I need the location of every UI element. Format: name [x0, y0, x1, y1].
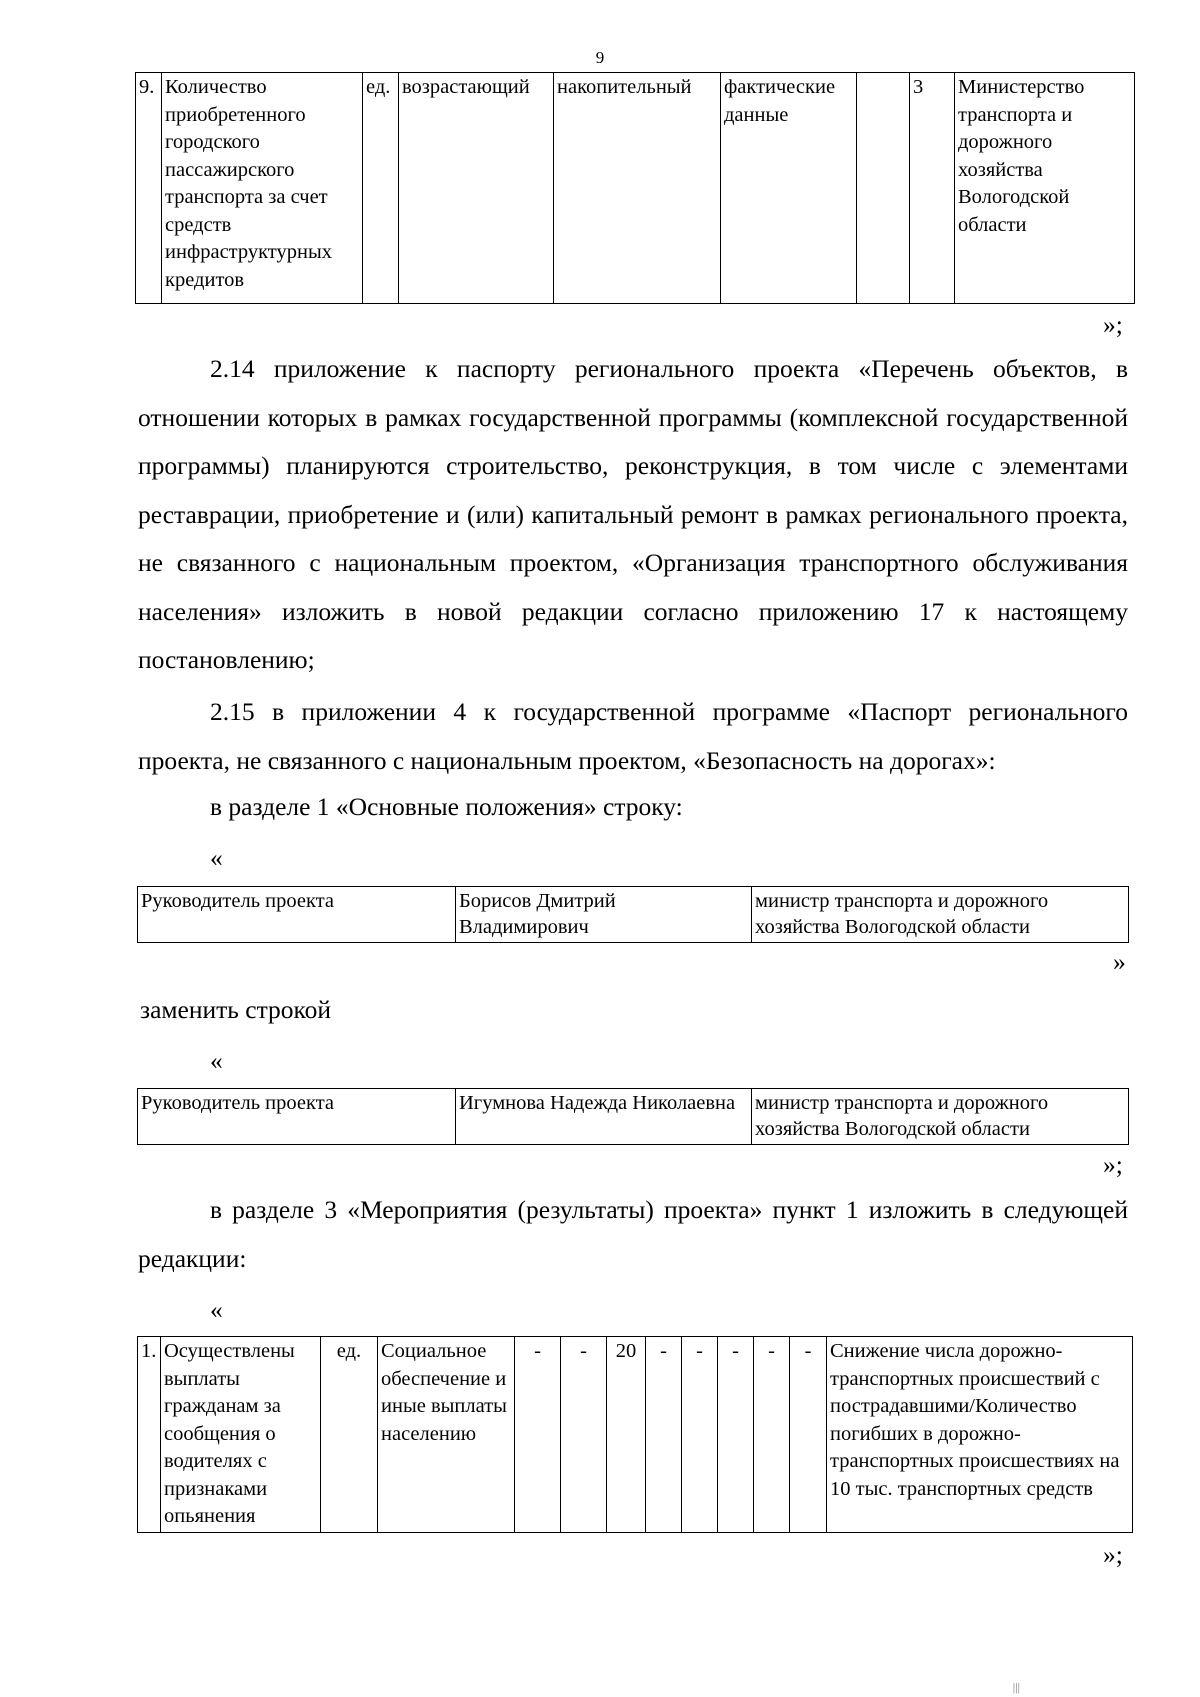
value-cell: - — [646, 1337, 682, 1533]
opening-quote: « — [210, 843, 223, 872]
indicator-table — [135, 72, 1135, 304]
unit: ед. — [321, 1337, 378, 1533]
table-row — [138, 887, 1129, 943]
data-source: фактические данные — [721, 73, 857, 304]
paragraph-text: в разделе 3 «Мероприятия (результаты) проекта» пункт 1 изложить в следующей редакции: — [138, 1195, 1128, 1273]
closing-quote: » — [1113, 947, 1126, 976]
person-cell: Игумнова Надежда Николаевна — [456, 1089, 752, 1145]
old-row-table — [137, 886, 1129, 943]
row-number: 1. — [138, 1337, 161, 1533]
table-row — [138, 1089, 1129, 1145]
value-cell: - — [682, 1337, 718, 1533]
opening-quote: « — [210, 1046, 223, 1075]
opening-quote: « — [210, 1295, 223, 1324]
scan-mark: ||| — [1012, 1680, 1020, 1694]
responsible-body: Министерство транспорта и дорожного хозяйства Вологодской области — [955, 73, 1135, 304]
value-cell: - — [561, 1337, 607, 1533]
paragraph-2-14 — [138, 345, 1128, 685]
paragraph-text: 2.15 в приложении 4 к государственной программе «Паспорт регионального проекта, не связанного с национальным проектом, «Безопасность на дорогах»: — [138, 697, 1128, 775]
person-cell: Борисов Дмитрий Владимирович — [456, 887, 752, 943]
value-cell: - — [515, 1337, 561, 1533]
section-3-paragraph — [138, 1186, 1128, 1283]
page-number: 9 — [595, 48, 605, 67]
paragraph-text: 2.14 приложение к паспорту регионального проекта «Перечень объектов, в отношении которых в рамках государственной программы (комплексной государственной программы) планируются строительство, реконструкция, в том числе с элементами реставрации, приобретение и (или) капитальный ремонт в рамках регионального проекта, не связанного с национальным проектом, «Организация транспортного обслуживания населения» изложить в новой редакции согласно приложению 17 к настоящему постановлению; — [138, 354, 1128, 674]
measure-type: Социальное обеспечение и иные выплаты населению — [378, 1337, 515, 1533]
position-cell: министр транспорта и дорожного хозяйства Вологодской области — [752, 1089, 1129, 1145]
table-row — [138, 1337, 1133, 1533]
trend-type: возрастающий — [399, 73, 554, 304]
role-cell: Руководитель проекта — [138, 887, 456, 943]
value-cell: - — [754, 1337, 790, 1533]
measures-table — [137, 1336, 1133, 1533]
position-cell: министр транспорта и дорожного хозяйства Вологодской области — [752, 887, 1129, 943]
value-cell: - — [790, 1337, 827, 1533]
closing-quote: »; — [1103, 1540, 1123, 1569]
linked-indicator: Снижение числа дорожно-транспортных происшествий с пострадавшими/Количество погибших в дорожно-транспортных происшествиях на 10 тыс. транспортных средств — [827, 1337, 1133, 1533]
row-number: 9. — [136, 73, 162, 304]
value-cell: 20 — [607, 1337, 646, 1533]
replace-line: заменить строкой — [140, 995, 332, 1024]
indicator-name: Количество приобретенного городского пассажирского транспорта за счет средств инфраструктурных кредитов — [162, 73, 363, 304]
value-cell: 3 — [910, 73, 955, 304]
new-row-table — [137, 1088, 1129, 1145]
value-cell: - — [718, 1337, 754, 1533]
table-row — [136, 73, 1135, 304]
section-1-line: в разделе 1 «Основные положения» строку: — [210, 792, 683, 821]
paragraph-2-15 — [138, 688, 1128, 785]
closing-quote: »; — [1103, 1150, 1123, 1179]
closing-quote: »; — [1103, 310, 1123, 339]
unit: ед. — [363, 73, 399, 304]
empty-cell — [857, 73, 910, 304]
accumulation-type: накопительный — [554, 73, 721, 304]
measure-name: Осуществлены выплаты гражданам за сообщения о водителях с признаками опьянения — [161, 1337, 321, 1533]
role-cell: Руководитель проекта — [138, 1089, 456, 1145]
